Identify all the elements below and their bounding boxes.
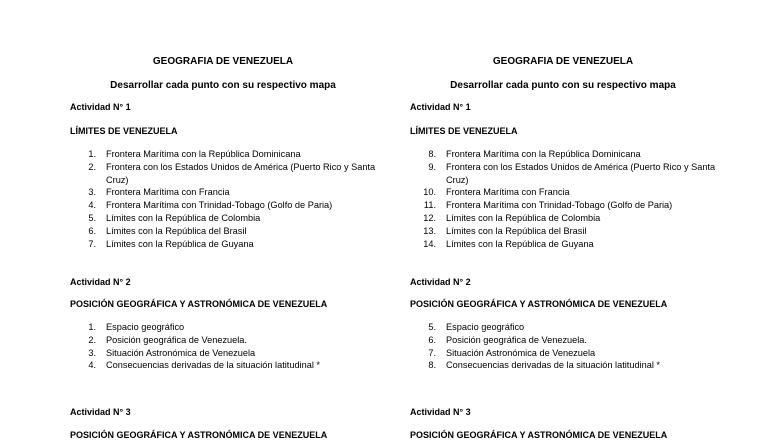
list-item-text: Límites con la República de Guyana (106, 238, 254, 249)
activity-3-label: Actividad N° 3 (70, 407, 131, 417)
activity-3-label: Actividad N° 3 (410, 407, 471, 417)
list-item-text: Consecuencias derivadas de la situación latitudinal * (446, 360, 660, 371)
left-column (70, 0, 410, 441)
list-item (70, 321, 390, 334)
activity-2-list (70, 321, 390, 372)
list-item-text: Posición geográfica de Venezuela. (446, 334, 587, 345)
list-item (410, 238, 730, 251)
list-item-number: 8. (428, 149, 436, 159)
list-item-number: 11. (423, 200, 436, 211)
list-item-number: 14. (423, 238, 436, 249)
list-item-number: 1. (88, 149, 96, 159)
activity-1-label: Actividad N° 1 (410, 102, 471, 112)
list-item-number: 13. (423, 225, 436, 236)
list-item-number: 3. (88, 187, 96, 198)
list-item (70, 347, 390, 360)
list-item (70, 148, 390, 161)
list-item-text: Espacio geográfico (106, 322, 185, 332)
list-item-text: Frontera Marítima con Francia (106, 187, 230, 198)
document-title: GEOGRAFIA DE VENEZUELA (492, 56, 634, 67)
activity-2-heading: POSICIÓN GEOGRÁFICA Y ASTRONÓMICA DE VENEZUELA (410, 299, 668, 309)
list-item-text: Frontera Marítima con la República Dominicana (446, 149, 641, 159)
document-title: GEOGRAFIA DE VENEZUELA (152, 56, 294, 67)
right-column (410, 0, 750, 441)
document-subtitle: Desarrollar cada punto con su respectivo mapa (110, 80, 336, 91)
list-item-text: Frontera Marítima con Trinidad-Tobago (Golfo de Paria) (446, 200, 673, 211)
list-item-number: 7. (428, 347, 436, 358)
document-subtitle: Desarrollar cada punto con su respectivo mapa (450, 80, 676, 91)
activity-2-heading: POSICIÓN GEOGRÁFICA Y ASTRONÓMICA DE VENEZUELA (70, 299, 328, 309)
list-item-text: Consecuencias derivadas de la situación latitudinal * (106, 360, 320, 371)
list-item-text: Límites con la República de Colombia (106, 212, 261, 223)
list-item (410, 161, 730, 187)
list-item-text: Frontera Marítima con la República Dominicana (106, 149, 301, 159)
activity-1-list (410, 148, 730, 250)
list-item (70, 334, 390, 347)
list-item-number: 4. (88, 200, 96, 211)
list-item-number: 6. (88, 225, 96, 236)
list-item-number: 1. (88, 322, 96, 332)
activity-3-heading: POSICIÓN GEOGRÁFICA Y ASTRONÓMICA DE VENEZUELA (410, 430, 668, 440)
list-item-number: 6. (428, 334, 436, 345)
list-item (410, 334, 730, 347)
activity-2-label: Actividad N° 2 (410, 277, 471, 287)
list-item-text: Frontera con los Estados Unidos de América (Puerto Rico y Santa Cruz) (106, 161, 376, 185)
list-item (410, 359, 730, 372)
list-item-text: Límites con la República de Guyana (446, 238, 594, 249)
list-item-text: Frontera con los Estados Unidos de América (Puerto Rico y Santa Cruz) (446, 161, 716, 185)
list-item (70, 199, 390, 212)
list-item (70, 186, 390, 199)
activity-2-list (410, 321, 730, 372)
list-item (70, 359, 390, 372)
list-item-text: Situación Astronómica de Venezuela (106, 347, 256, 358)
list-item (410, 347, 730, 360)
list-item-text: Límites con la República del Brasil (446, 225, 587, 236)
list-item-text: Posición geográfica de Venezuela. (106, 334, 247, 345)
activity-3-heading: POSICIÓN GEOGRÁFICA Y ASTRONÓMICA DE VENEZUELA (70, 430, 328, 440)
activity-1-heading: LÍMITES DE VENEZUELA (410, 126, 518, 136)
list-item (410, 186, 730, 199)
list-item-number: 4. (88, 360, 96, 371)
list-item (410, 321, 730, 334)
list-item-number: 7. (88, 238, 96, 249)
list-item (410, 199, 730, 212)
list-item-number: 8. (428, 360, 436, 371)
list-item-text: Situación Astronómica de Venezuela (446, 347, 596, 358)
activity-1-heading: LÍMITES DE VENEZUELA (70, 126, 178, 136)
list-item-text: Límites con la República de Colombia (446, 212, 601, 223)
list-item-number: 10. (423, 187, 436, 198)
list-item (70, 225, 390, 238)
list-item (70, 212, 390, 225)
list-item-text: Espacio geográfico (446, 322, 525, 332)
list-item (410, 148, 730, 161)
activity-2-label: Actividad N° 2 (70, 277, 131, 287)
activity-1-list (70, 148, 390, 250)
list-item-number: 2. (88, 161, 96, 172)
list-item-number: 3. (88, 347, 96, 358)
list-item-number: 9. (428, 161, 436, 172)
list-item-text: Límites con la República del Brasil (106, 225, 247, 236)
list-item-text: Frontera Marítima con Francia (446, 187, 570, 198)
list-item (410, 212, 730, 225)
activity-1-label: Actividad N° 1 (70, 102, 131, 112)
list-item-number: 2. (88, 334, 96, 345)
list-item-number: 12. (423, 212, 436, 223)
list-item (410, 225, 730, 238)
list-item-number: 5. (428, 322, 436, 332)
list-item-text: Frontera Marítima con Trinidad-Tobago (Golfo de Paria) (106, 200, 333, 211)
list-item (70, 238, 390, 251)
list-item-number: 5. (88, 212, 96, 223)
list-item (70, 161, 390, 187)
